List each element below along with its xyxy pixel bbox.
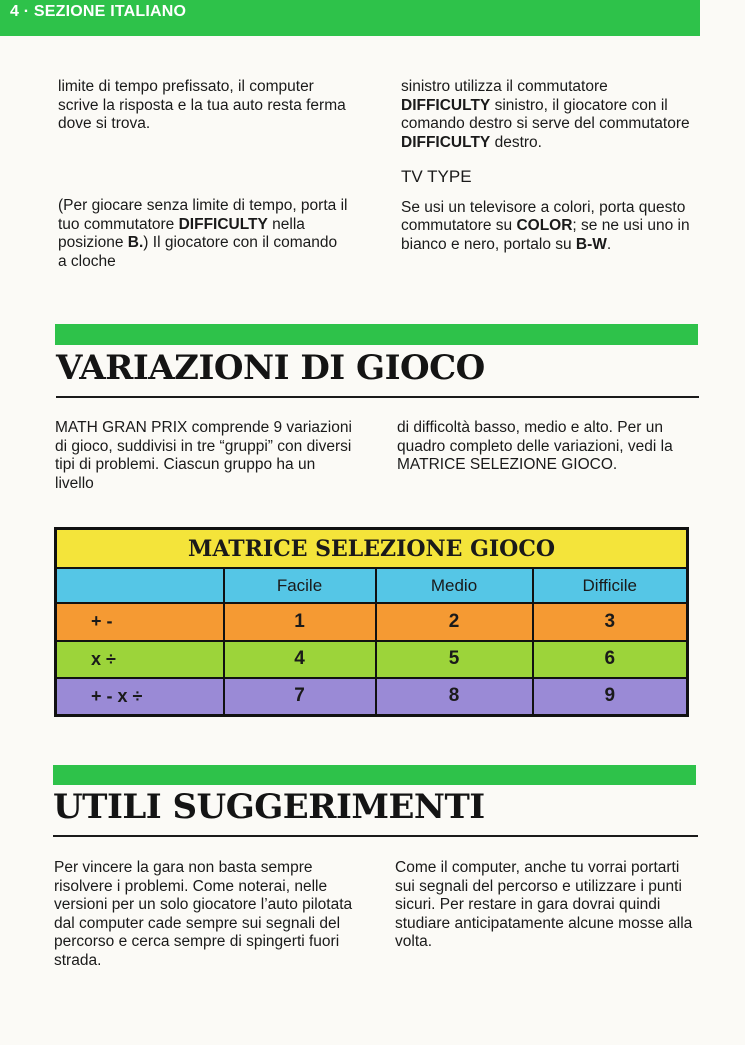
page-header: 4 · SEZIONE ITALIANO <box>10 3 187 20</box>
section-title-suggerimenti: UTILI SUGGERIMENTI <box>53 787 485 827</box>
matrix-cell: 3 <box>533 603 688 640</box>
matrix-cell: 6 <box>533 641 688 678</box>
matrix-cell: 5 <box>376 641 533 678</box>
matrix-cell: 1 <box>224 603 376 640</box>
matrix-cell: 8 <box>376 678 533 716</box>
top-right-column <box>401 78 701 254</box>
variazioni-left-paragraph: MATH GRAN PRIX comprende 9 variazioni di gioco, suddivisi in tre “gruppi” con diversi tipi di problemi. Ciascun gruppo ha un livello <box>55 419 352 492</box>
variazioni-right-paragraph: di difficoltà basso, medio e alto. Per un quadro completo delle variazioni, vedi la MATRICE SELEZIONE GIOCO. <box>397 419 673 473</box>
matrix-header-difficile: Difficile <box>533 568 688 603</box>
suggerimenti-right-column <box>395 859 695 952</box>
suggerimenti-left-paragraph: Per vincere la gara non basta sempre risolvere i problemi. Come noterai, nelle versioni per un solo giocatore l’auto pilotata dal computer cade sempre sui segnali del percorso e cerca sempre di spingerti fuori strada. <box>54 859 353 969</box>
suggerimenti-right-paragraph: Come il computer, anche tu vorrai portarti sui segnali del percorso e utilizzare i punti sicuri. Per restare in gara dovrai quindi studiare anticipatamente alcune mosse alla volta. <box>395 859 693 950</box>
matrix-op-cell: + - x ÷ <box>56 678 224 716</box>
variazioni-left-column <box>55 419 355 493</box>
matrix-row-mul-div <box>56 641 688 678</box>
matrix-cell: 7 <box>224 678 376 716</box>
top-left-paragraph-2: (Per giocare senza limite di tempo, porta il tuo commutatore DIFFICULTY nella posizione B.) Il giocatore con il comando a cloche <box>58 197 348 270</box>
matrix-cell: 4 <box>224 641 376 678</box>
top-right-paragraph-1: sinistro utilizza il commutatore DIFFICULTY sinistro, il giocatore con il comando destro si serve del commutatore DIFFICULTY destro. <box>401 78 690 151</box>
matrix-header-medio: Medio <box>376 568 533 603</box>
top-left-column-2 <box>58 197 350 271</box>
matrix-row-add-sub <box>56 603 688 640</box>
matrix-cell: 2 <box>376 603 533 640</box>
matrix-title: MATRICE SELEZIONE GIOCO <box>56 529 688 569</box>
matrix-cell: 9 <box>533 678 688 716</box>
variazioni-right-column <box>397 419 702 475</box>
suggerimenti-left-column <box>54 859 354 970</box>
matrix-header-facile: Facile <box>224 568 376 603</box>
matrix-row-all-ops <box>56 678 688 716</box>
matrix-header-empty <box>56 568 224 603</box>
matrix-op-cell: + - <box>56 603 224 640</box>
top-left-column <box>58 78 350 134</box>
matrix-op-cell: x ÷ <box>56 641 224 678</box>
section-title-variazioni: VARIAZIONI DI GIOCO <box>56 348 485 388</box>
tv-type-heading: TV TYPE <box>401 167 472 186</box>
top-left-paragraph-1: limite di tempo prefissato, il computer scrive la risposta e la tua auto resta ferma dove si trova. <box>58 78 346 132</box>
section-rule-suggerimenti <box>53 835 698 837</box>
section-band-variazioni <box>55 324 698 345</box>
section-band-suggerimenti <box>53 765 696 785</box>
game-selection-matrix <box>54 527 689 717</box>
header-bar <box>0 0 700 36</box>
section-rule-variazioni <box>56 396 699 398</box>
top-right-paragraph-2: Se usi un televisore a colori, porta questo commutatore su COLOR; se ne usi uno in bianco e nero, portalo su B-W. <box>401 198 690 253</box>
